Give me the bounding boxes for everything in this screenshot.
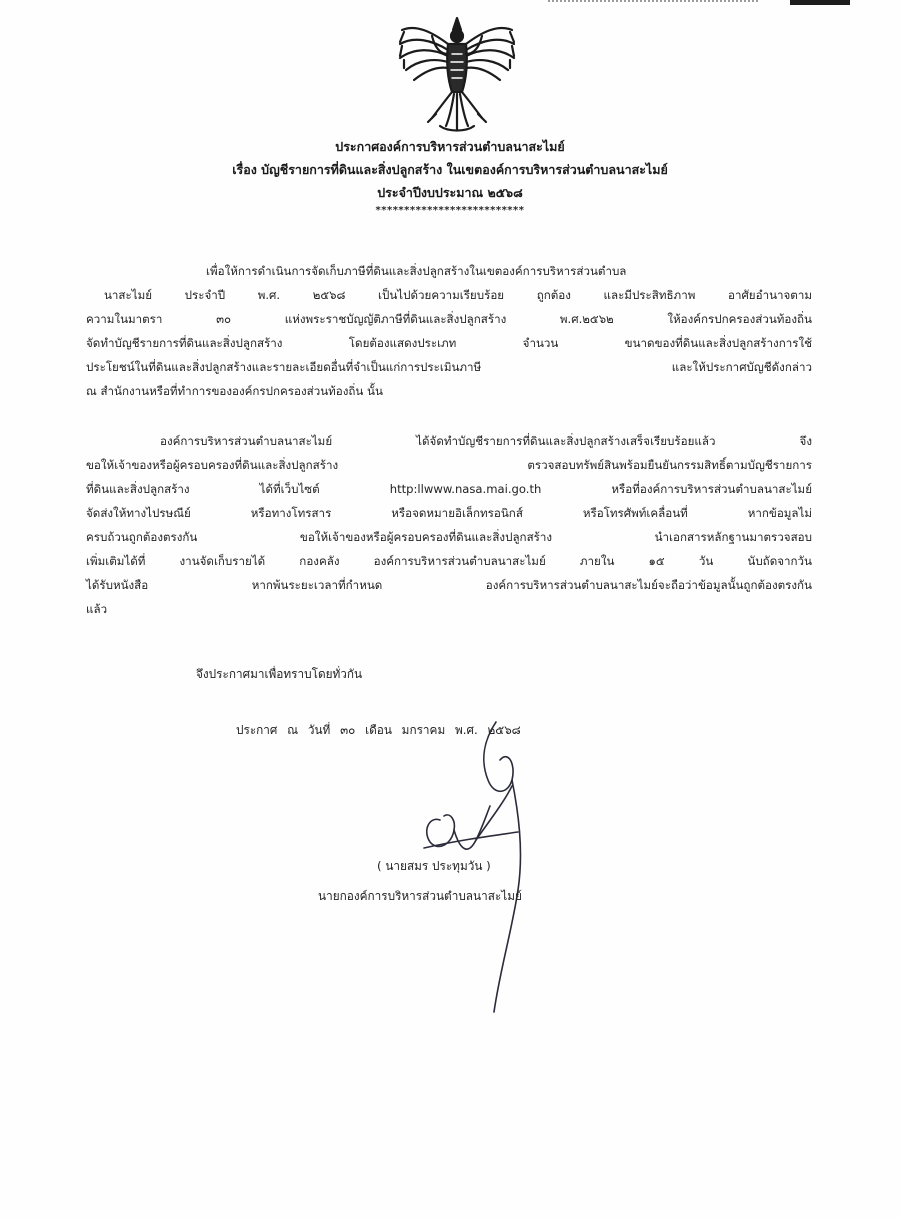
paragraph-line: ประโยชน์ในที่ดินและสิ่งปลูกสร้างและรายละเอียดอื่นที่จำเป็นแก่การประเมินภาษี และให้ประกาศบัญชีดังกล่าว	[86, 360, 812, 374]
signer-title: นายกองค์การบริหารส่วนตำบลนาสะไมย์	[318, 889, 522, 903]
garuda-emblem-icon	[392, 14, 522, 134]
paragraph-line: ความในมาตรา ๓๐ แห่งพระราชบัญญัติภาษีที่ดินและสิ่งปลูกสร้าง พ.ศ.๒๕๖๒ ให้องค์กรปกครองส่วนท้องถิ่น	[86, 312, 812, 326]
signer-name: ( นายสมร ประทุมวัน )	[377, 859, 491, 873]
announcement-subject: เรื่อง บัญชีรายการที่ดินและสิ่งปลูกสร้าง ในเขตองค์การบริหารส่วนตำบลนาสะไมย์	[232, 162, 668, 177]
paragraph-line: ครบถ้วนถูกต้องตรงกัน ขอให้เจ้าของหรือผู้ครอบครองที่ดินและสิ่งปลูกสร้าง นำเอกสารหลักฐานมาตรวจสอบ	[86, 530, 812, 544]
paragraph-line: ขอให้เจ้าของหรือผู้ครอบครองที่ดินและสิ่งปลูกสร้าง ตรวจสอบทรัพย์สินพร้อมยืนยันกรรมสิทธิ์ตามบัญชีรายการ	[86, 458, 812, 472]
paragraph-line: ณ สำนักงานหรือที่ทำการขององค์กรปกครองส่วนท้องถิ่น นั้น	[86, 384, 383, 398]
scan-edge-tab	[790, 0, 850, 5]
paragraph-line: เพื่อให้การดำเนินการจัดเก็บภาษีที่ดินและสิ่งปลูกสร้างในเขตองค์การบริหารส่วนตำบล	[206, 264, 627, 278]
body-paragraph-2	[86, 429, 812, 621]
paragraph-line: เพิ่มเติมได้ที่ งานจัดเก็บรายได้ กองคลัง องค์การบริหารส่วนตำบลนาสะไมย์ ภายใน ๑๕ วัน นับถัดจากวัน	[86, 554, 812, 568]
scan-edge-mark	[548, 0, 758, 6]
paragraph-line: จัดทำบัญชีรายการที่ดินและสิ่งปลูกสร้าง โดยต้องแสดงประเภท จำนวน ขนาดของที่ดินและสิ่งปลูกสร้างการใช้	[86, 336, 812, 350]
announcement-title: ประกาศองค์การบริหารส่วนตำบลนาสะไมย์	[335, 139, 565, 154]
paragraph-line: นาสะไมย์ ประจำปี พ.ศ. ๒๕๖๘ เป็นไปด้วยความเรียบร้อย ถูกต้อง และมีประสิทธิภาพ อาศัยอำนาจตาม	[104, 288, 812, 302]
closing-statement: จึงประกาศมาเพื่อทราบโดยทั่วกัน	[196, 667, 363, 681]
announcement-date: ประกาศ ณ วันที่ ๓๐ เดือน มกราคม พ.ศ. ๒๕๖๘	[236, 723, 521, 737]
heading-separator: **************************	[375, 205, 525, 216]
paragraph-line: ที่ดินและสิ่งปลูกสร้าง ได้ที่เว็บไซต์ http:llwww.nasa.mai.go.th หรือที่องค์การบริหารส่วนตำบลนาสะไมย์	[86, 482, 812, 496]
paragraph-line: องค์การบริหารส่วนตำบลนาสะไมย์ ได้จัดทำบัญชีรายการที่ดินและสิ่งปลูกสร้างเสร็จเรียบร้อยแล้ว จึง	[160, 434, 812, 448]
paragraph-line: จัดส่งให้ทางไปรษณีย์ หรือทางโทรสาร หรือจดหมายอิเล็กทรอนิกส์ หรือโทรศัพท์เคลื่อนที่ หากข้อมูลไม่	[86, 506, 812, 520]
fiscal-year-line: ประจำปีงบประมาณ ๒๕๖๘	[377, 185, 523, 200]
body-paragraph-1	[86, 259, 812, 403]
paragraph-line: แล้ว	[86, 602, 108, 616]
paragraph-line: ได้รับหนังสือ หากพ้นระยะเวลาที่กำหนด องค์การบริหารส่วนตำบลนาสะไมย์จะถือว่าข้อมูลนั้นถูกต้องตรงกัน	[86, 578, 812, 592]
